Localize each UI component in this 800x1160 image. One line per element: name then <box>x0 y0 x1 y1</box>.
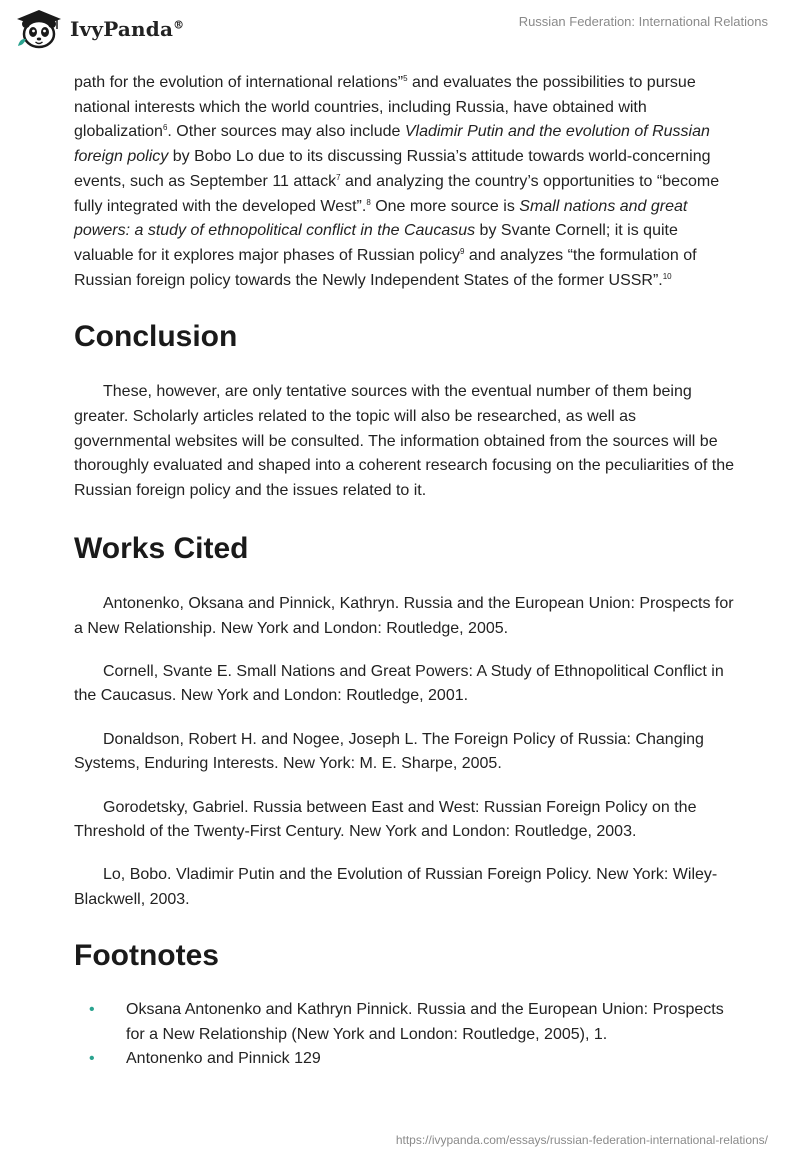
works-cited-entry: Donaldson, Robert H. and Nogee, Joseph L. The Foreign Policy of Russia: Changing Systems, Enduring Interests. New York: M. E. Sharpe, 2005. <box>74 730 704 773</box>
footnote-ref[interactable]: 7 <box>336 172 341 182</box>
essay-content <box>74 71 734 1072</box>
works-cited-entry: Cornell, Svante E. Small Nations and Great Powers: A Study of Ethnopolitical Conflict in the Caucasus. New York and London: Routledge, 2001. <box>74 662 724 705</box>
footnote-ref[interactable]: 6 <box>162 123 168 133</box>
brand-name: IvyPanda® <box>70 17 185 41</box>
footnotes-heading: Footnotes <box>74 938 219 972</box>
footnote-item: • Antonenko and Pinnick 129 <box>74 1047 734 1072</box>
works-cited-entry: Gorodetsky, Gabriel. Russia between East and West: Russian Foreign Policy on the Threshold of the Twenty-First Century. New York and London: Routledge, 2003. <box>74 798 697 841</box>
bullet-icon: • <box>89 1000 95 1018</box>
footnote-item: • Oksana Antonenko and Kathryn Pinnick. Russia and the European Union: Prospects for a New Relationship (New York and London: Routledge, 2005), 1. <box>74 998 734 1047</box>
footnote-ref[interactable]: 8 <box>366 197 371 207</box>
footnote-ref[interactable]: 9 <box>459 246 465 256</box>
page-header <box>0 0 800 70</box>
panda-graduate-logo-icon <box>14 8 64 50</box>
conclusion-heading: Conclusion <box>74 320 238 354</box>
source-url[interactable]: https://ivypanda.com/essays/russian-federation-international-relations/ <box>395 1133 768 1147</box>
document-title: Russian Federation: International Relations <box>518 14 768 29</box>
intro-paragraph: path for the evolution of international relations”$^5$ and evaluates the possibilities to pursue national interests which the world countries, including Russia, have obtained with globalization$^6$. Other sources may also include Vladimir Putin and the evolution of Russian foreign policy by Bobo Lo due to its discussing Russia’s attitude towards world-concerning events, such as September 11 attack$^7$ and analyzing the country’s opportunities to “become fully integrated with the developed West”.$^8$ One more source is Small nations and great powers: a study of ethnopolitical conflict in the Caucasus by Svante Cornell; it is quite valuable for it explores major phases of Russian policy$^9$ and analyzes “the formulation of Russian foreign policy towards the Newly Independent States of the former USSR”.$^{10}$ <box>74 74 720 289</box>
works-cited-heading: Works Cited <box>74 531 249 565</box>
works-cited-entry: Lo, Bobo. Vladimir Putin and the Evolution of Russian Foreign Policy. New York: Wiley-Blackwell, 2003. <box>74 866 718 909</box>
footnotes-list <box>74 998 734 1072</box>
bullet-icon: • <box>89 1050 95 1068</box>
footnote-ref[interactable]: 10 <box>662 271 672 281</box>
works-cited-entry: Antonenko, Oksana and Pinnick, Kathryn. Russia and the European Union: Prospects for a New Relationship. New York and London: Routledge, 2005. <box>74 594 734 637</box>
footnote-ref[interactable]: 5 <box>403 74 408 83</box>
ivypanda-logo[interactable] <box>14 8 184 50</box>
conclusion-paragraph: These, however, are only tentative sources with the eventual number of them being greater. Scholarly articles related to the topic will also be researched, as well as governmental websites will be consulted. The information obtained from the sources will be thoroughly evaluated and shaped into a coherent research focusing on the peculiarities of the Russian foreign policy and the issues related to it. <box>74 383 734 500</box>
